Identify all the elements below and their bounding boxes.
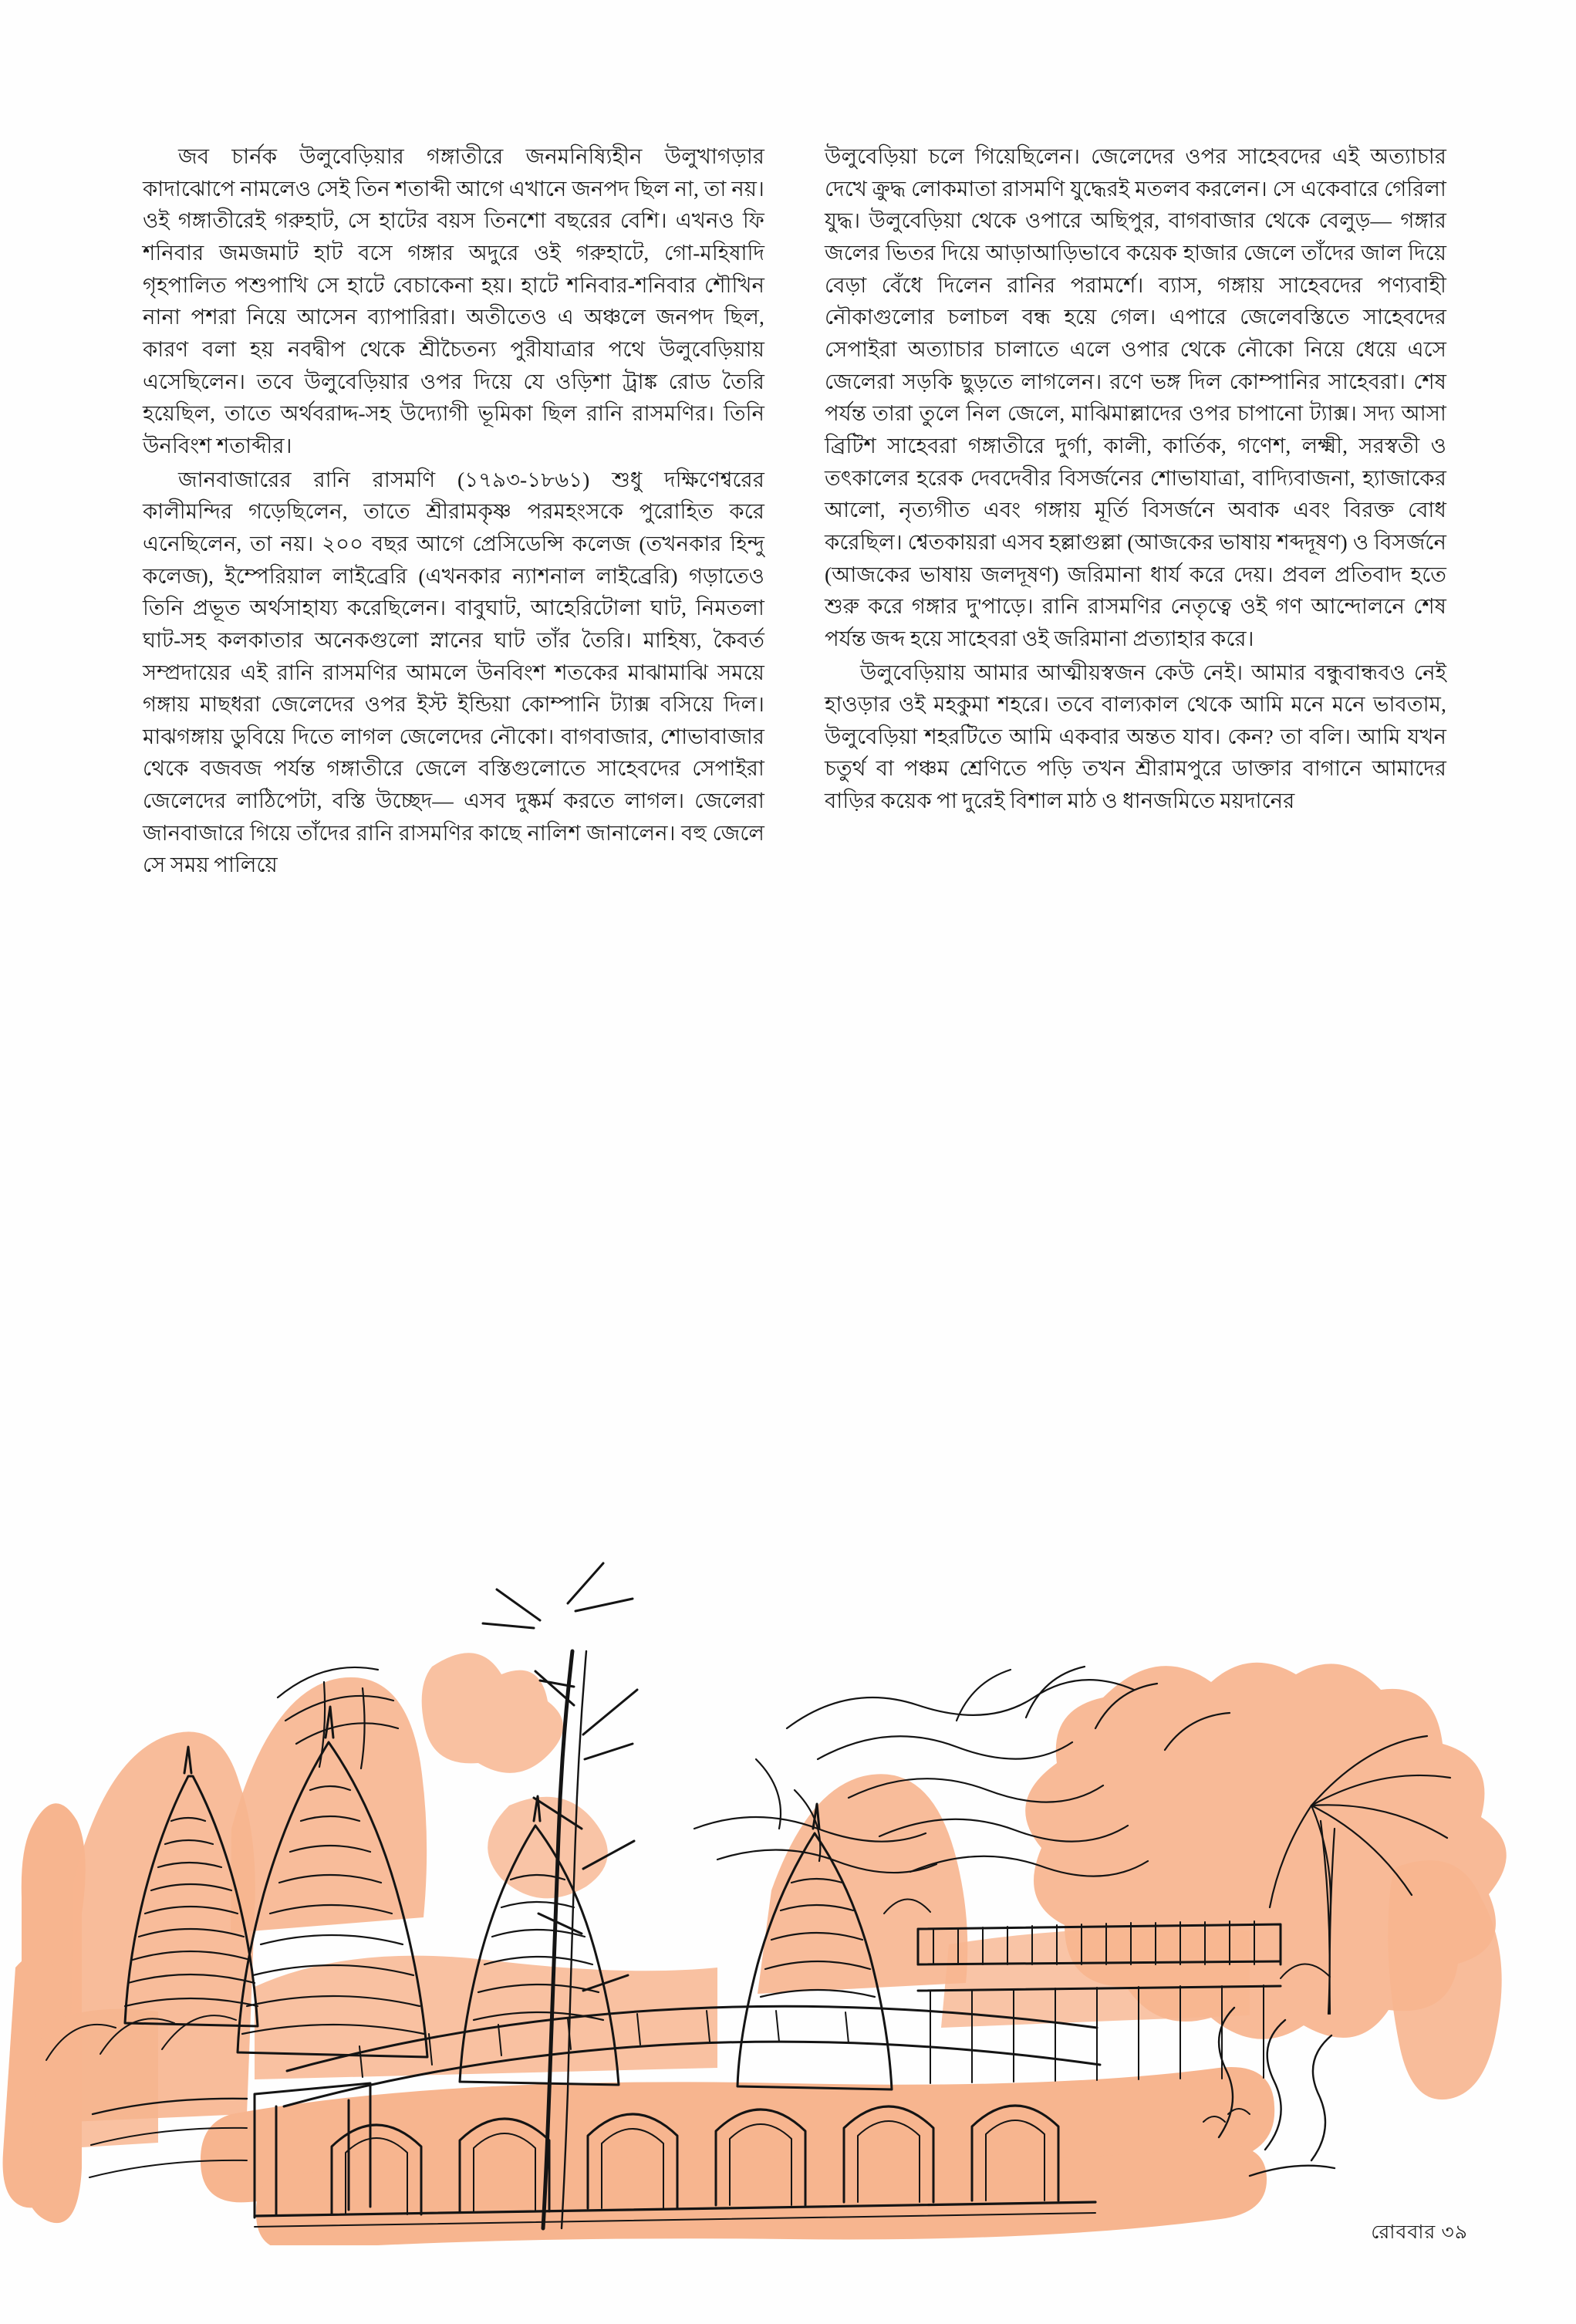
page-number: রোববার ৩৯: [1371, 2222, 1468, 2243]
paragraph: জব চার্নক উলুবেড়িয়ার গঙ্গাতীরে জনমনিষ্যিহীন উলুখাগড়ার কাদাঝোপে নামলেও সেই তিন শতাব্দী আগে এখানে জনপদ ছিল না, তা নয়। ওই গঙ্গাতীরেই গরুহাট, সে হাটের বয়স তিনশো বছরের বেশি। এখনও ফি শনিবার জমজমাট হাট বসে গঙ্গার অদুরে ওই গরুহাটে, গো-মহিষাদি গৃহপালিত পশুপাখি সে হাটে বেচাকেনা হয়। হাটে শনিবার-শনিবার শৌখিন নানা পশরা নিয়ে আসেন ব্যাপারিরা। অতীতেও এ অঞ্চলে জনপদ ছিল, কারণ বলা হয় নবদ্বীপ থেকে শ্রীচৈতন্য পুরীযাত্রার পথে উলুবেড়িয়ায় এসেছিলেন। তবে উলুবেড়িয়ার ওপর দিয়ে যে ওড়িশা ট্রাঙ্ক রোড তৈরি হয়েছিল, তাতে অর্থবরাদ্দ-সহ উদ্যোগী ভূমিকা ছিল রানি রাসমণির। তিনি উনবিংশ শতাব্দীর।: [143, 144, 764, 458]
article-body: [143, 140, 1446, 881]
left-column: [143, 140, 764, 881]
paragraph: উলুবেড়িয়ায় আমার আত্মীয়স্বজন কেউ নেই। আমার বন্ধুবান্ধবও নেই হাওড়ার ওই মহকুমা শহরে। তবে বাল্যকাল থেকে আমি মনে মনে ভাবতাম, উলুবেড়িয়া শহরটিতে আমি একবার অন্তত যাব। কেন? তা বলি। আমি যখন চতুর্থ বা পঞ্চম শ্রেণিতে পড়ি তখন শ্রীরামপুরে ডাক্তার বাগানে আমাদের বাড়ির কয়েক পা দুরেই বিশাল মাঠ ও ধানজমিতে ময়দানের: [825, 660, 1446, 813]
paragraph: জানবাজারের রানি রাসমণি (১৭৯৩-১৮৬১) শুধু দক্ষিণেশ্বরের কালীমন্দির গড়েছিলেন, তাতে শ্রীরামকৃষ্ণ পরমহংসকে পুরোহিত করে এনেছিলেন, তা নয়। ২০০ বছর আগে প্রেসিডেন্সি কলেজ (তখনকার হিন্দু কলেজ), ইম্পেরিয়াল লাইব্রেরি (এখনকার ন্যাশনাল লাইব্রেরি) গড়াতেও তিনি প্রভূত অর্থসাহায্য করেছিলেন। বাবুঘাট, আহেরিটোলা ঘাট, নিমতলা ঘাট-সহ কলকাতার অনেকগুলো স্নানের ঘাট তাঁর তৈরি। মাহিষ্য, কৈবর্ত সম্প্রদায়ের এই রানি রাসমণির আমলে উনবিংশ শতকের মাঝামাঝি সময়ে গঙ্গায় মাছধরা জেলেদের ওপর ইস্ট ইন্ডিয়া কোম্পানি ট্যাক্স বসিয়ে দিল। মাঝগঙ্গায় ডুবিয়ে দিতে লাগল জেলেদের নৌকো। বাগবাজার, শোভাবাজার থেকে বজবজ পর্যন্ত গঙ্গাতীরে জেলে বস্তিগুলোতে সাহেবদের সেপাইরা জেলেদের লাঠিপেটা, বস্তি উচ্ছেদ— এসব দুষ্কর্ম করতে লাগল। জেলেরা জানবাজারে গিয়ে তাঁদের রানি রাসমণির কাছে নালিশ জানালেন। বহু জেলে সে সময় পালিয়ে: [143, 467, 764, 877]
temple-sketch-illustration: [0, 1111, 1576, 2245]
paragraph: উলুবেড়িয়া চলে গিয়েছিলেন। জেলেদের ওপর সাহেবদের এই অত্যাচার দেখে ক্রুদ্ধ লোকমাতা রাসমণি যুদ্ধেরই মতলব করলেন। সে একেবারে গেরিলা যুদ্ধ। উলুবেড়িয়া থেকে ওপারে অছিপুর, বাগবাজার থেকে বেলুড়— গঙ্গার জলের ভিতর দিয়ে আড়াআড়িভাবে কয়েক হাজার জেলে তাঁদের জাল দিয়ে বেড়া বেঁধে দিলেন রানির পরামর্শে। ব্যাস, গঙ্গায় সাহেবদের পণ্যবাহী নৌকাগুলোর চলাচল বন্ধ হয়ে গেল। এপারে জেলেবস্তিতে সাহেবদের সেপাইরা অত্যাচার চালাতে এলে ওপার থেকে নৌকো নিয়ে ধেয়ে এসে জেলেরা সড়কি ছুড়তে লাগলেন। রণে ভঙ্গ দিল কোম্পানির সাহেবরা। শেষ পর্যন্ত তারা তুলে নিল জেলে, মাঝিমাল্লাদের ওপর চাপানো ট্যাক্স। সদ্য আসা ব্রিটিশ সাহেবরা গঙ্গাতীরে দুর্গা, কালী, কার্তিক, গণেশ, লক্ষ্মী, সরস্বতী ও তৎকালের হরেক দেবদেবীর বিসর্জনের শোভাযাত্রা, বাদ্যিবাজনা, হ্যাজাকের আলো, নৃত্যগীত এবং গঙ্গায় মূর্তি বিসর্জনে অবাক এবং বিরক্ত বোধ করেছিল। শ্বেতকায়রা এসব হল্লাগুল্লা (আজকের ভাষায় শব্দদূষণ) ও বিসর্জনে (আজকের ভাষায় জলদূষণ) জরিমানা ধার্য করে দেয়। প্রবল প্রতিবাদ হতে শুরু করে গঙ্গার দু'পাড়ে। রানি রাসমণির নেতৃত্বে ওই গণ আন্দোলনে শেষ পর্যন্ত জব্দ হয়ে সাহেবরা ওই জরিমানা প্রত্যাহার করে।: [825, 144, 1446, 650]
right-column: [825, 140, 1446, 881]
